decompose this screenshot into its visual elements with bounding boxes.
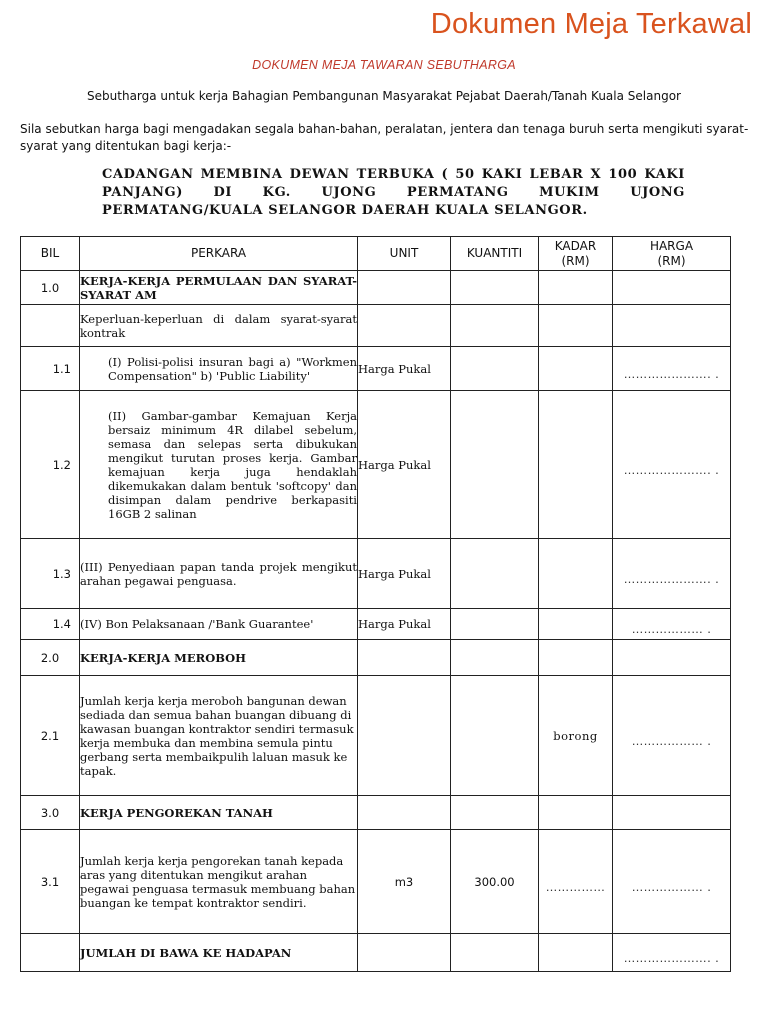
row-bil <box>21 934 80 972</box>
row-kuantiti <box>451 934 539 972</box>
row-kuantiti <box>451 539 539 609</box>
column-header-kadar: KADAR (RM) <box>539 237 613 271</box>
row-harga: …………………. . <box>623 950 720 965</box>
row-perkara: KERJA-KERJA PERMULAAN DAN SYARAT-SYARAT AM <box>80 271 358 305</box>
row-kadar <box>539 640 613 676</box>
table-header-row <box>21 237 731 271</box>
row-harga: …………………. . <box>623 571 720 586</box>
row-kadar <box>539 934 613 972</box>
row-kadar <box>539 271 613 305</box>
table-row <box>21 305 731 347</box>
table-row <box>21 676 731 796</box>
intro-paragraph: Sila sebutkan harga bagi mengadakan segala bahan-bahan, peralatan, jentera dan tenaga buruh serta mengikuti syarat-syarat yang ditentukan bagi kerja:- <box>20 122 749 153</box>
table-row <box>21 391 731 539</box>
row-kuantiti <box>451 609 539 640</box>
column-header-perkara: PERKARA <box>80 237 358 271</box>
row-kadar <box>539 305 613 347</box>
row-unit <box>358 796 451 830</box>
table-row <box>21 347 731 391</box>
document-title: DOKUMEN MEJA TAWARAN SEBUTHARGA <box>252 58 516 72</box>
row-bil: 2.1 <box>21 676 80 796</box>
row-bil: 3.0 <box>21 796 80 830</box>
row-harga <box>613 640 731 676</box>
row-harga <box>613 796 731 830</box>
row-bil: 3.1 <box>21 830 80 934</box>
document-subtitle: Sebutharga untuk kerja Bahagian Pembangunan Masyarakat Pejabat Daerah/Tanah Kuala Selangor <box>87 89 681 103</box>
table-row <box>21 539 731 609</box>
row-kuantiti: 300.00 <box>451 830 539 934</box>
row-kadar: …………… <box>545 879 606 894</box>
row-harga <box>613 305 731 347</box>
row-unit: Harga Pukal <box>358 347 451 391</box>
column-header-unit: UNIT <box>358 237 451 271</box>
row-kadar: borong <box>539 676 613 796</box>
row-kadar <box>539 391 613 539</box>
table-row <box>21 830 731 934</box>
row-perkara: Jumlah kerja kerja meroboh bangunan dewan sediada dan semua bahan buangan dibuang di kawasan buangan kontraktor sendiri termasuk kerja membuka dan membina semula pintu gerbang serta membaikpulih laluan masuk ke tapak. <box>80 676 358 796</box>
column-header-bil: BIL <box>21 237 80 271</box>
row-bil: 1.0 <box>21 271 80 305</box>
row-perkara: Keperluan-keperluan di dalam syarat-syarat kontrak <box>80 305 358 347</box>
row-unit <box>358 676 451 796</box>
table-row-total <box>21 934 731 972</box>
row-unit <box>358 934 451 972</box>
row-harga: ……………… . <box>631 622 712 636</box>
table-row <box>21 640 731 676</box>
row-unit <box>358 305 451 347</box>
row-kuantiti <box>451 347 539 391</box>
row-kuantiti <box>451 305 539 347</box>
row-unit: Harga Pukal <box>358 391 451 539</box>
row-kuantiti <box>451 796 539 830</box>
row-unit: Harga Pukal <box>358 609 451 640</box>
row-perkara: (IV) Bon Pelaksanaan /'Bank Guarantee' <box>80 609 358 640</box>
column-header-kuantiti: KUANTITI <box>451 237 539 271</box>
row-bil: 1.4 <box>21 609 80 640</box>
project-title: CADANGAN MEMBINA DEWAN TERBUKA ( 50 KAKI LEBAR X 100 KAKI PANJANG) DI KG. UJONG PERMATANG MUKIM UJONG PERMATANG/KUALA SELANGOR DAERAH KUALA SELANGOR. <box>102 167 685 218</box>
row-perkara: Jumlah kerja kerja pengorekan tanah kepada aras yang ditentukan mengikut arahan pegawai penguasa termasuk membuang bahan buangan ke tempat kontraktor sendiri. <box>80 830 358 934</box>
row-unit: m3 <box>358 830 451 934</box>
table-row <box>21 609 731 640</box>
row-kuantiti <box>451 676 539 796</box>
row-harga: ……………… . <box>631 879 712 894</box>
row-perkara: (III) Penyediaan papan tanda projek mengikut arahan pegawai penguasa. <box>80 539 358 609</box>
row-unit <box>358 271 451 305</box>
row-harga <box>613 271 731 305</box>
table-row <box>21 271 731 305</box>
row-bil: 1.2 <box>21 391 80 539</box>
row-bil <box>21 305 80 347</box>
row-kuantiti <box>451 640 539 676</box>
row-kadar <box>539 796 613 830</box>
row-kuantiti <box>451 271 539 305</box>
row-perkara: KERJA-KERJA MEROBOH <box>80 640 358 676</box>
row-kuantiti <box>451 391 539 539</box>
row-bil: 1.3 <box>21 539 80 609</box>
row-unit <box>358 640 451 676</box>
row-kadar <box>539 539 613 609</box>
row-perkara: (I) Polisi-polisi insuran bagi a) "Workmen Compensation" b) 'Public Liability' <box>80 347 358 391</box>
row-perkara: (II) Gambar-gambar Kemajuan Kerja bersaiz minimum 4R dilabel sebelum, semasa dan selepas serta dibukukan mengikut turutan proses kerja. Gambar kemajuan kerja juga hendaklah dikemukakan dalam bentuk 'softcopy' dan disimpan dalam pendrive berkapasiti 16GB 2 salinan <box>80 391 358 539</box>
row-perkara: KERJA PENGOREKAN TANAH <box>80 796 358 830</box>
brand-logo-text: Dokumen Meja Terkawal <box>430 8 752 40</box>
table-row <box>21 796 731 830</box>
column-header-harga: HARGA (RM) <box>613 237 731 271</box>
bill-of-quantities-table <box>20 236 731 972</box>
row-perkara: JUMLAH DI BAWA KE HADAPAN <box>80 934 358 972</box>
row-harga: …………………. . <box>623 366 720 381</box>
row-harga: …………………. . <box>623 462 720 477</box>
row-harga: ……………… . <box>631 733 712 748</box>
row-kadar <box>539 609 613 640</box>
row-bil: 1.1 <box>21 347 80 391</box>
row-kadar <box>539 347 613 391</box>
row-bil: 2.0 <box>21 640 80 676</box>
row-unit: Harga Pukal <box>358 539 451 609</box>
